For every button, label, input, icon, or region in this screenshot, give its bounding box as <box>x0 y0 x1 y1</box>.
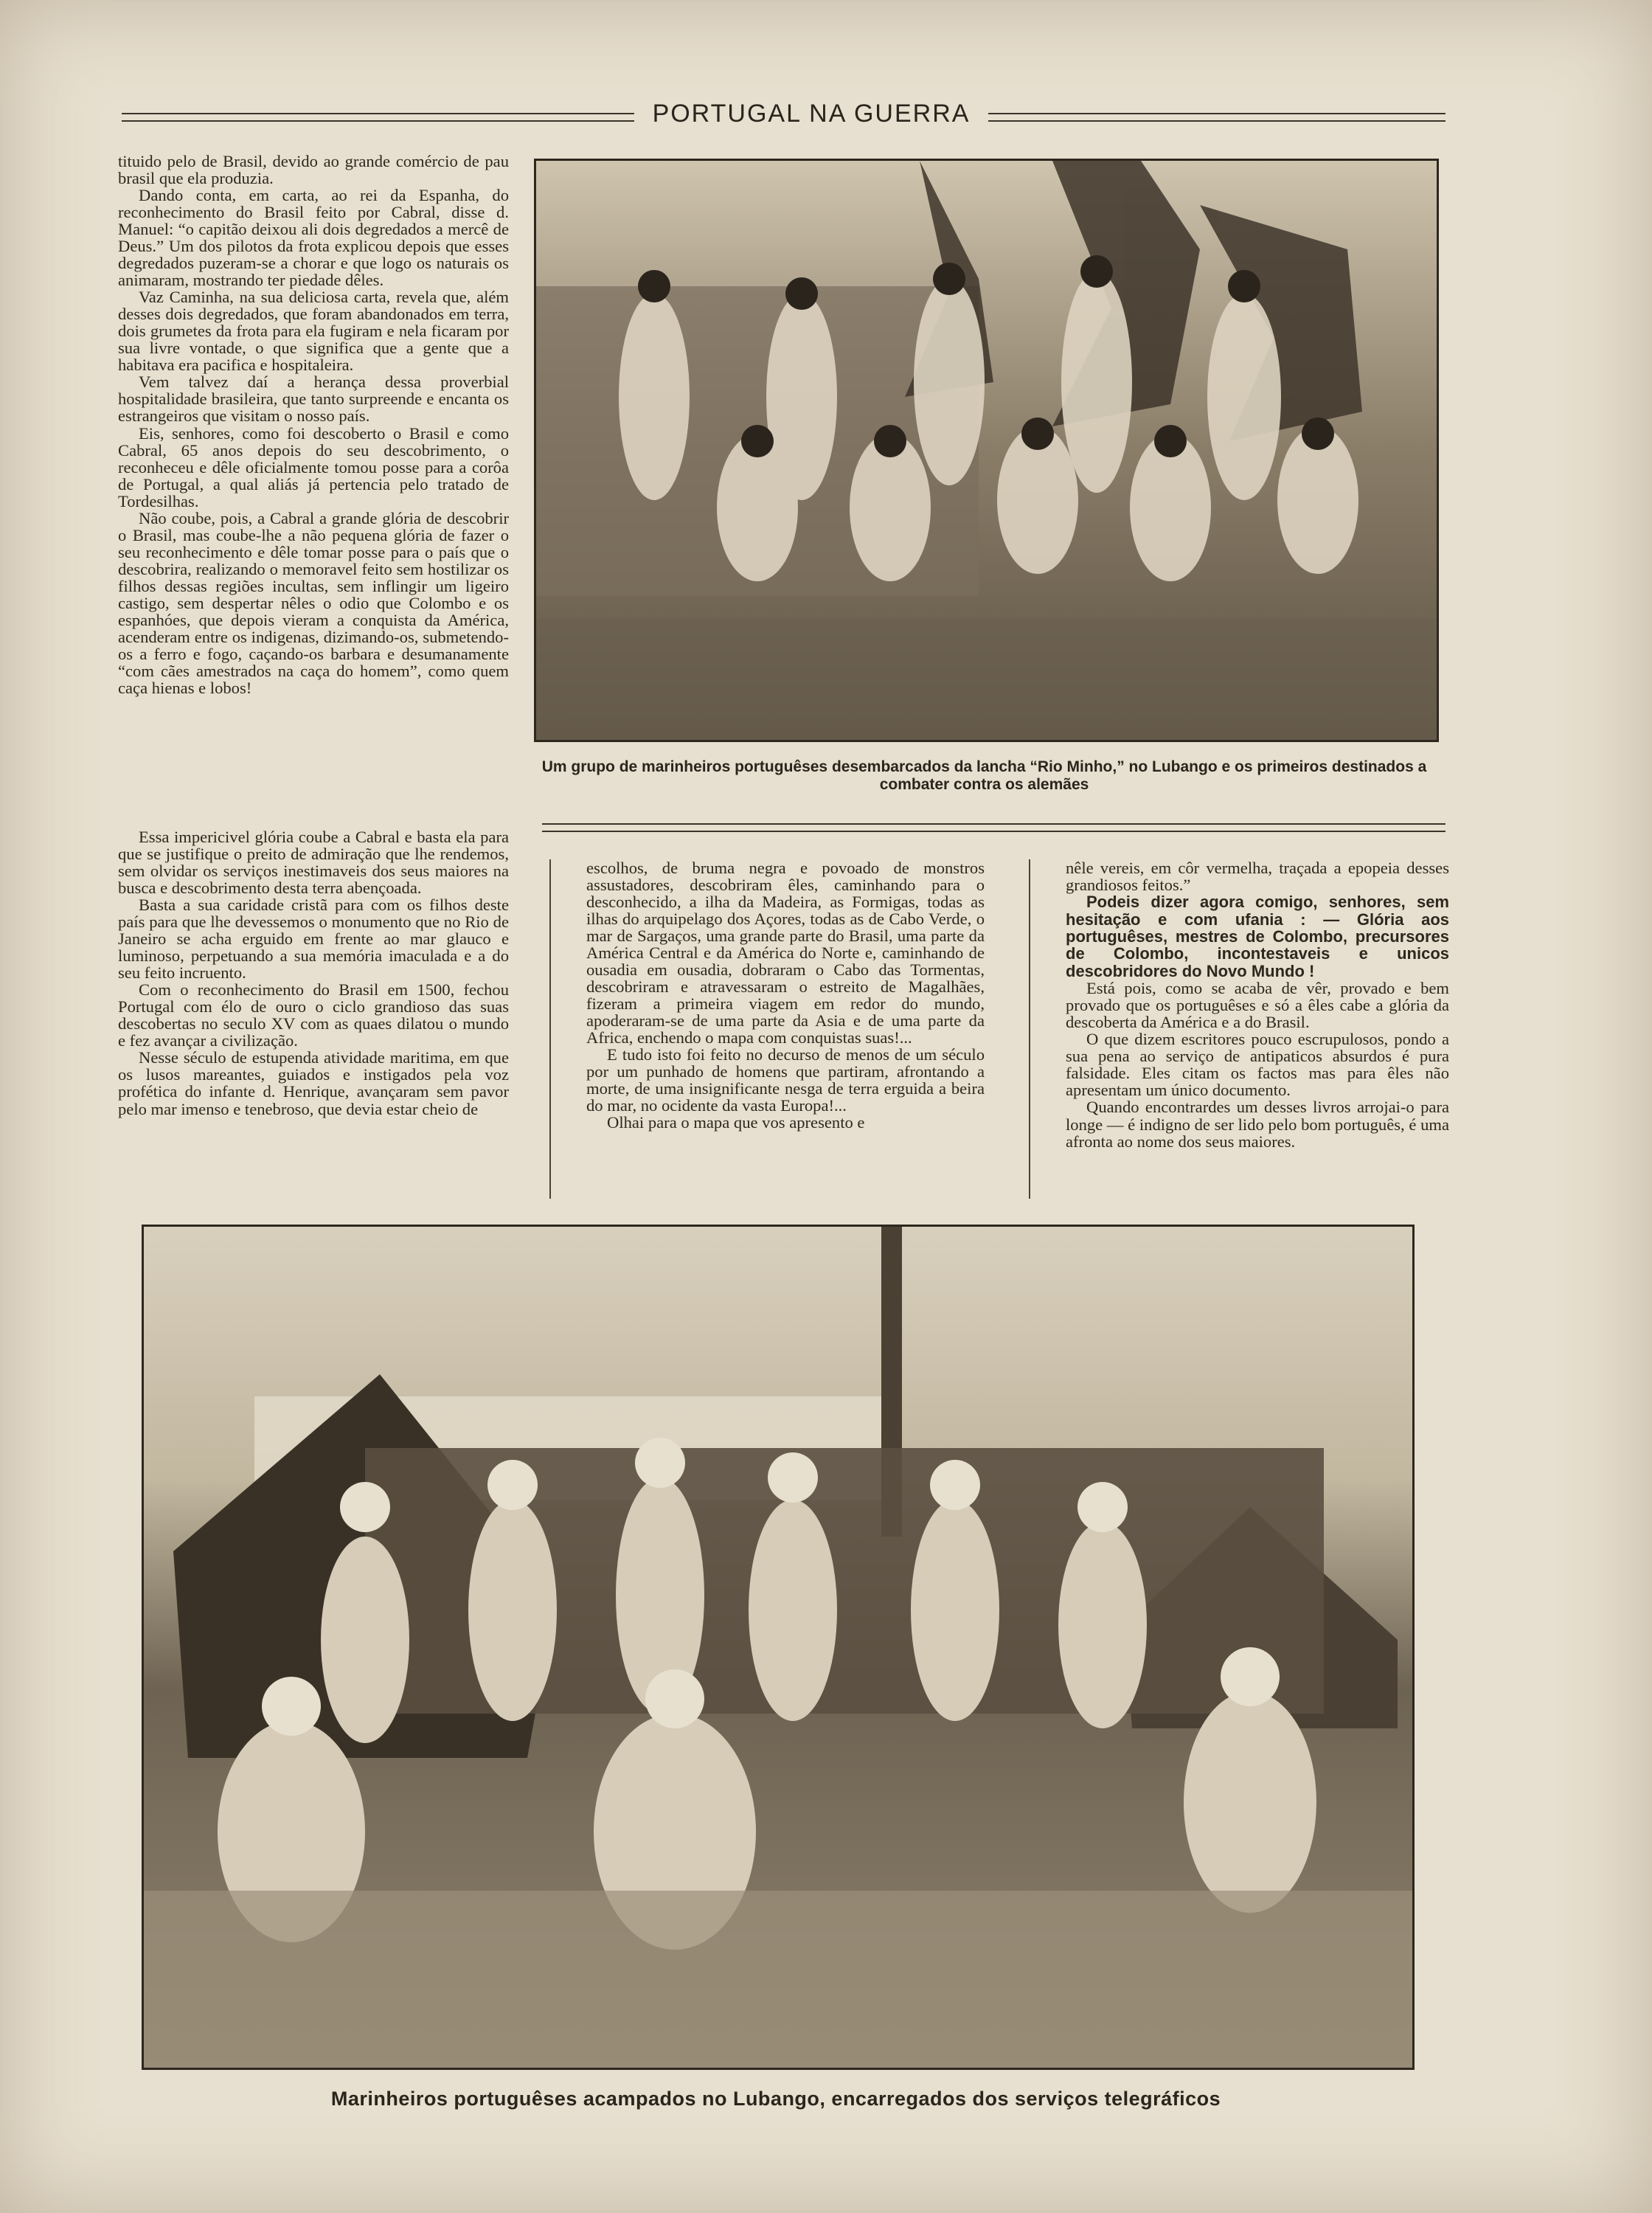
paragraph: tituido pelo de Brasil, devido ao grande comércio de pau brasil que ela produzia. <box>118 152 509 188</box>
paragraph: E tudo isto foi feito no decurso de menos de um século por um punhado de homens que partiram, afrontando a morte, de uma insignificante nesga de terra erguida a beira do mar, no ocidente da vasta Europa!... <box>586 1045 985 1115</box>
bold-paragraph <box>1066 893 1449 980</box>
paragraph: Está pois, como se acaba de vêr, provado e bem provado que os portuguêses e só a êles cabe a glória da descoberta da América e a do Brasil. <box>1066 979 1449 1032</box>
section-divider <box>542 823 1446 832</box>
header-rule-left <box>122 113 634 122</box>
photo-caption-top: Um grupo de marinheiros portuguêses desembarcados da lancha “Rio Minho,” no Lubango e os primeiros destinados a combater contra os alemães <box>541 758 1427 794</box>
paragraph: O que dizem escritores pouco escrupulosos, pondo a sua pena ao serviço de antipaticos absurdos é pura falsidade. Eles citam os factos mas para êles não apresentam um único documento. <box>1066 1030 1449 1100</box>
paragraph: Essa impericivel glória coube a Cabral e basta ela para que se justifique o preito de admiração que lhe rendemos, sem olvidar os serviços inestimaveis dos seus maiores na busca e descobrimento desta terra abençoada. <box>118 828 509 898</box>
page-title: PORTUGAL NA GUERRA <box>652 100 971 128</box>
header-rule-right <box>988 113 1446 122</box>
paragraph: Eis, senhores, como foi descoberto o Brasil e como Cabral, 65 anos depois do seu descobrimento, o reconheceu e dêle oficialmente tomou posse para a corôa de Portugal, a qual aliás já pertencia pelo tratado de Tordesilhas. <box>118 423 509 510</box>
page-header <box>122 100 1446 132</box>
article-column-1 <box>118 153 509 696</box>
sailors-camp-photo-illustration <box>144 1227 1412 2068</box>
paragraph: Não coube, pois, a Cabral a grande glória de descobrir o Brasil, mas coube-lhe a não pequena glória de fazer o seu reconhecimento e dêle tomar posse para o país que o descobrira, realizando o memoravel feito sem hostilizar os filhos dessas regiões incultas, sem inflingir um ligeiro castigo, sem despertar nêles o odio que Colombo e os espanhóes, que depois vieram a conquista da América, acenderam entre os indigenas, dizimando-os, submetendo-os a ferro e fogo, caçando-os barbara e desumanamente “com cães amestrados na caça do homem”, como quem caça hienas e lobos! <box>118 508 509 697</box>
paragraph: Quando encontrardes um desses livros arrojai-o para longe — é indigno de ser lido pelo bom português, é uma afronta ao nome dos seus maiores. <box>1066 1098 1449 1151</box>
bold-text: Podeis dizer agora comigo, senhores, sem hesitação e com ufania : — Glória aos portuguêses, mestres de Colombo, precursores de Colombo, incontestaveis e unicos descobridores do Novo Mundo ! <box>1066 893 1449 980</box>
paragraph: escolhos, de bruma negra e povoado de monstros assustadores, descobriram êles, caminhando para o desconhecido, a ilha da Madeira, as Formigas, todas as ilhas do arquipelago dos Açores, todas as de Cabo Verde, o mar de Sargaços, uma grande parte do Brasil, uma parte da América Central e da América do Norte e, caminhando de ousadia em ousadia, dobraram o Cabo das Tormentas, descobriram e atravessaram o estreito de Magalhães, fizeram a primeira viagem em redor do mundo, apoderaram-se de uma parte da Asia e de uma parte da Africa, enchendo o mapa com conquistas suas!... <box>586 859 985 1047</box>
photo-sailors-group <box>534 159 1439 742</box>
article-column-1-continued <box>118 828 509 1118</box>
article-column-3 <box>1066 859 1449 1150</box>
photo-caption-bottom: Marinheiros portuguêses acampados no Lubango, encarregados dos serviços telegráficos <box>330 2088 1221 2110</box>
article-column-2 <box>586 859 985 1132</box>
photo-sailors-camp <box>142 1225 1415 2070</box>
column-divider <box>549 859 551 1199</box>
paragraph: Olhai para o mapa que vos apresento e <box>607 1113 865 1132</box>
paragraph: nêle vereis, em côr vermelha, traçada a epopeia desses grandiosos feitos.” <box>1066 859 1449 895</box>
paragraph: Vem talvez daí a herança dessa proverbial hospitalidade brasileira, que tanto surpreende e encanta os estrangeiros que visitam o nosso país. <box>118 373 509 426</box>
sailors-group-photo-illustration <box>536 161 1437 740</box>
column-divider <box>1029 859 1030 1199</box>
paragraph: Basta a sua caridade cristã para com os filhos deste país para que lhe devessemos o monumento que no Rio de Janeiro se acha erguido em frente ao mar glauco e luminoso, perpetuando a sua memória imaculada e a do seu feito incruento. <box>118 896 509 983</box>
paragraph: Nesse século de estupenda atividade maritima, em que os lusos mareantes, guiados e instigados pela voz profética do infante d. Henrique, avançaram sem pavor pelo mar imenso e tenebroso, que devia estar cheio de <box>118 1048 509 1118</box>
paragraph: Com o reconhecimento do Brasil em 1500, fechou Portugal com élo de ouro o ciclo grandioso das suas descobertas no seculo XV com as quaes dilatou o mundo e fez avançar a civilização. <box>118 980 509 1050</box>
paragraph: Dando conta, em carta, ao rei da Espanha, do reconhecimento do Brasil feito por Cabral, disse d. Manuel: “o capitão deixou ali dois degredados a mercê de Deus.” Um dos pilotos da frota explicou depois que esses degredados puzeram-se a chorar e que logo os naturais os animaram, mostrando ter piedade dêles. <box>118 186 509 290</box>
paragraph: Vaz Caminha, na sua deliciosa carta, revela que, além desses dois degredados, que foram abandonados em terra, dois grumetes da frota para ela fugiram e nela ficaram por sua livre vontade, o que significa que a gente que a habitava era pacifica e hospitaleira. <box>118 288 509 375</box>
